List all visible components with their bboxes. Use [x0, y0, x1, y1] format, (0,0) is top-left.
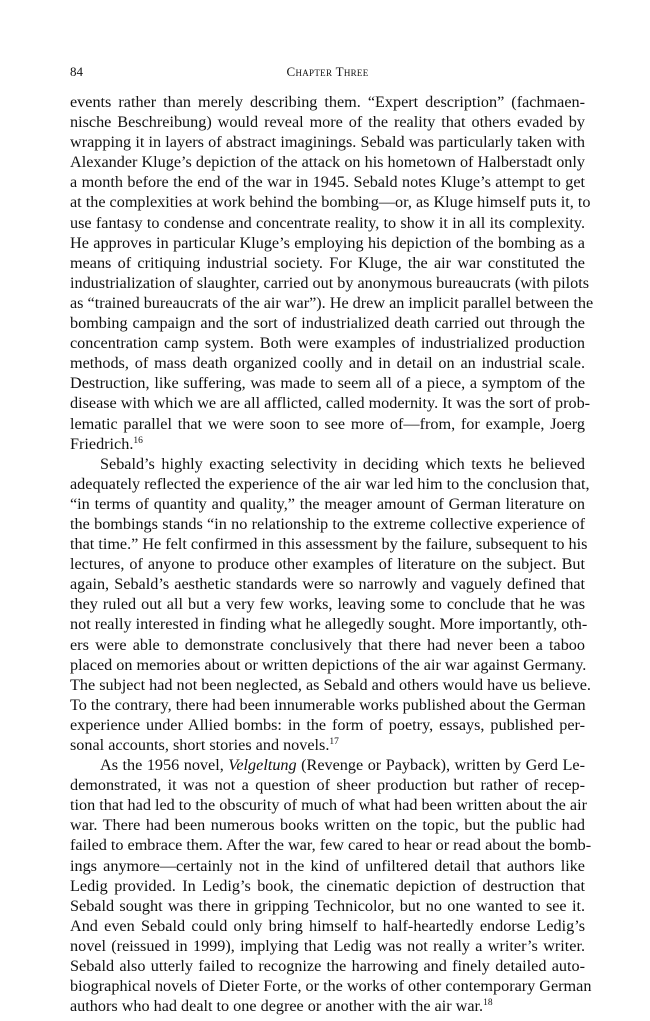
text-line: at the complexities at work behind the bombing—or, as Kluge himself puts it, to [70, 193, 591, 212]
text-line: sonal accounts, short stories and novels.$^{17}$ [70, 736, 339, 754]
text-line: failed to embrace them. After the war, few cared to hear or read about the bomb- [70, 836, 592, 855]
text-line: tion that had led to the obscurity of much of what had been written about the air [70, 796, 587, 815]
text-line: wrapping it in layers of abstract imaginings. Sebald was particularly taken with [70, 133, 585, 152]
text-line: placed on memories about or written depictions of the air war against Germany. [70, 655, 587, 674]
text-line: nische Beschreibung) would reveal more of the reality that others evaded by [70, 113, 585, 132]
text-line: Sebald also utterly failed to recognize the harrowing and finely detailed auto- [70, 957, 585, 976]
page-number: 84 [70, 64, 83, 79]
running-header [70, 64, 585, 84]
text-line: As the 1956 novel, Velgeltung (Revenge or Payback), written by Gerd Le- [100, 756, 585, 775]
paragraph [70, 92, 594, 454]
text-line: that time.” He felt confirmed in this assessment by the failure, subsequent to his [70, 535, 588, 554]
text-line: means of critiquing industrial society. For Kluge, the air war constituted the [70, 253, 585, 272]
text-line: And even Sebald could only bring himself to half-heartedly endorse Ledig’s [70, 916, 585, 935]
text-line: experience under Allied bombs: in the form of poetry, essays, published per- [70, 715, 585, 734]
text-line: biographical novels of Dieter Forte, or the works of other contemporary German [70, 977, 592, 996]
running-head-title: Chapter Three [286, 64, 369, 79]
text-line: Alexander Kluge’s depiction of the attack on his hometown of Halberstadt only [70, 153, 585, 172]
text-line: bombing campaign and the sort of industrialized death carried out through the [70, 314, 585, 333]
text-line: again, Sebald’s aesthetic standards were so narrowly and vaguely defined that [70, 575, 585, 594]
text-line: Friedrich.$^{16}$ [70, 434, 143, 453]
text-line: a month before the end of the war in 1945. Sebald notes Kluge’s attempt to get [70, 173, 585, 192]
text-line: lectures, of anyone to produce other examples of literature on the subject. But [70, 555, 585, 574]
footnote-marker[interactable]: 18 [483, 998, 493, 1009]
text-line: not really interested in finding what he allegedly sought. More importantly, oth- [70, 615, 588, 634]
text-line: they ruled out all but a very few works, leaving some to conclude that he was [70, 595, 585, 614]
text-line: use fantasy to condense and concentrate reality, to show it in all its complexity. [70, 213, 585, 232]
text-line: war. There had been numerous books written on the topic, but the public had [70, 816, 585, 835]
text-line: demonstrated, it was not a question of sheer production but rather of recep- [70, 776, 585, 795]
text-line: He approves in particular Kluge’s employing his depiction of the bombing as a [70, 233, 585, 252]
text-line: the bombings stands “in no relationship to the extreme collective experience of [70, 514, 585, 533]
book-title: Velgeltung [228, 756, 297, 775]
text-line: To the contrary, there had been innumerable works published about the German [70, 695, 586, 714]
footnote-marker[interactable]: 16 [133, 435, 143, 446]
text-line: lematic parallel that we were soon to see more of—from, for example, Joerg [70, 414, 585, 433]
text-line: authors who had dealt to one degree or another with the air war.$^{18}$ [70, 997, 493, 1016]
body-text [70, 92, 594, 1016]
text-line: adequately reflected the experience of the air war led him to the conclusion that, [70, 474, 590, 493]
paragraph [70, 755, 592, 1016]
text-line: concentration camp system. Both were examples of industrialized production [70, 334, 585, 353]
text-line: disease with which we are all afflicted, called modernity. It was the sort of prob- [70, 394, 591, 413]
text-line: Sebald’s highly exacting selectivity in deciding which texts he believed [100, 454, 585, 473]
text-line: ers were able to demonstrate conclusively that there had never been a taboo [70, 635, 585, 654]
text-line: events rather than merely describing them. “Expert description” (fachmaen- [70, 93, 585, 111]
text-line: Destruction, like suffering, was made to seem all of a piece, a symptom of the [70, 374, 585, 393]
text-line: “in terms of quantity and quality,” the meager amount of German literature on [70, 494, 585, 513]
text-line: methods, of mass death organized coolly and in detail on an industrial scale. [70, 354, 585, 373]
text-line: as “trained bureaucrats of the air war”). He drew an implicit parallel between the [70, 293, 594, 312]
text-line: The subject had not been neglected, as Sebald and others would have us believe. [70, 675, 591, 694]
text-line: ings anymore—certainly not in the kind of unfiltered detail that authors like [70, 856, 585, 875]
text-line: industrialization of slaughter, carried out by anonymous bureaucrats (with pilots [70, 273, 590, 292]
paragraph [70, 454, 591, 755]
footnote-marker[interactable]: 17 [329, 737, 339, 747]
text-line: Ledig provided. In Ledig’s book, the cinematic depiction of destruction that [70, 876, 585, 895]
text-line: Sebald sought was there in gripping Technicolor, but no one wanted to see it. [70, 896, 585, 915]
text-line: novel (reissued in 1999), implying that Ledig was not really a writer’s writer. [70, 936, 585, 955]
